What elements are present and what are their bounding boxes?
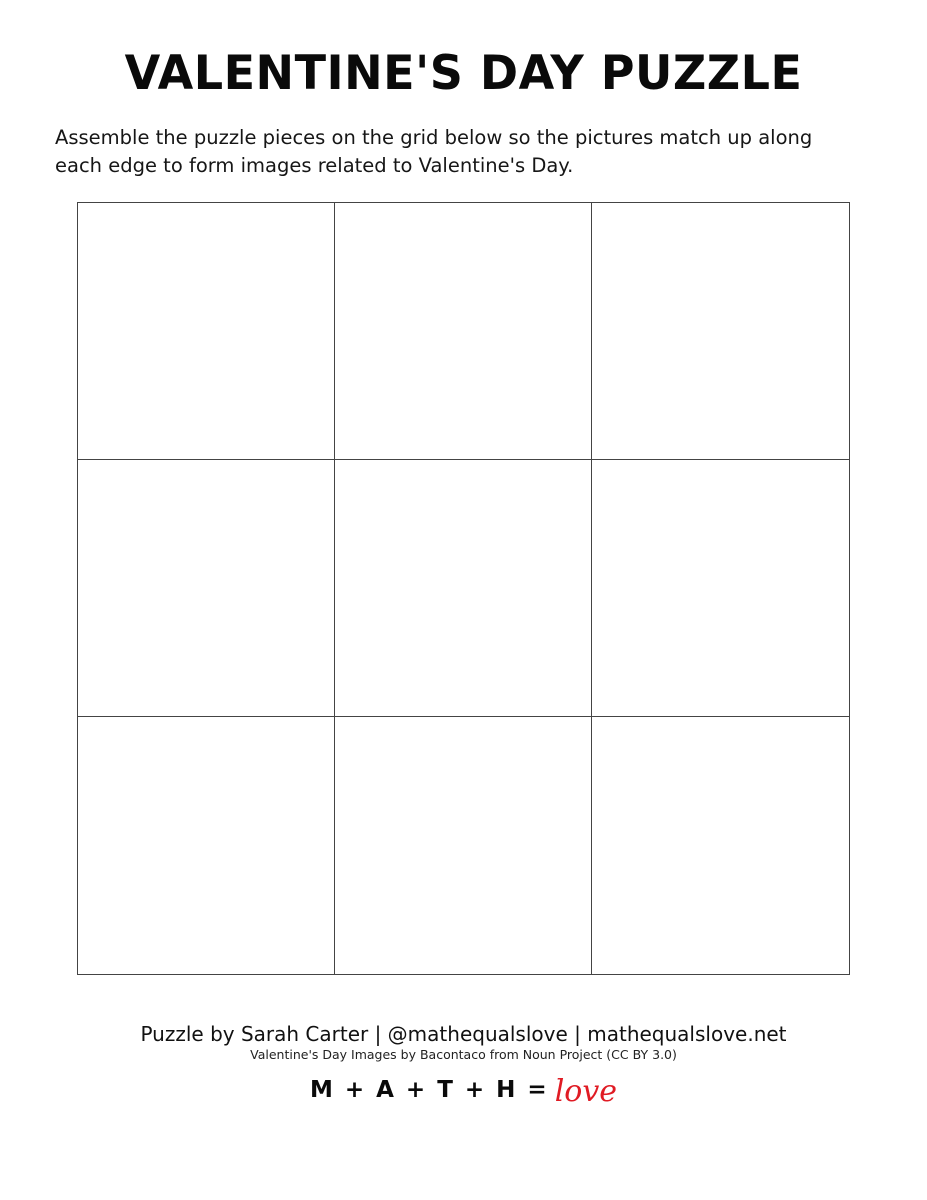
image-attribution: Valentine's Day Images by Bacontaco from Noun Project (CC BY 3.0) (250, 1047, 677, 1062)
instructions-text: Assemble the puzzle pieces on the grid below so the pictures match up along each edge to form images related to Valentine's Day. (55, 126, 813, 177)
grid-cell[interactable] (78, 460, 335, 717)
grid-cell[interactable] (592, 717, 849, 974)
author-credit: Puzzle by Sarah Carter | @mathequalslove | mathequalslove.net (140, 1022, 787, 1046)
logo-math-text: M + A + T + H = (309, 1077, 549, 1103)
grid-cell[interactable] (592, 460, 849, 717)
grid-cell[interactable] (335, 717, 592, 974)
math-equals-love-logo (0, 1068, 927, 1112)
grid-cell[interactable] (592, 203, 849, 460)
page-title: VALENTINE'S DAY PUZZLE (124, 46, 803, 101)
grid-cell[interactable] (335, 460, 592, 717)
puzzle-grid (77, 202, 850, 975)
grid-cell[interactable] (78, 203, 335, 460)
grid-cell[interactable] (78, 717, 335, 974)
grid-cell[interactable] (335, 203, 592, 460)
logo-love-text: love (554, 1074, 618, 1109)
